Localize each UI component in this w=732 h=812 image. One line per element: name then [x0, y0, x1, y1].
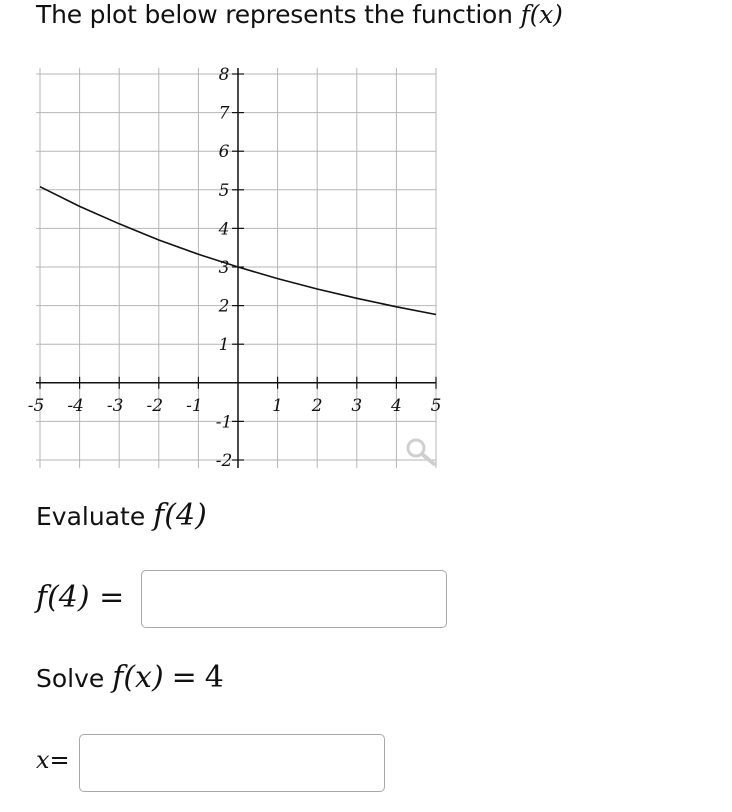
- question-intro-text: The plot below represents the function: [36, 0, 513, 29]
- x-tick-label: 5: [430, 395, 442, 416]
- graph-tick-labels: [28, 65, 442, 471]
- part2-answer-label: [36, 746, 70, 774]
- x-tick-label: -5: [27, 395, 45, 416]
- part2-label-equals: =: [49, 746, 70, 774]
- y-tick-label: 5: [218, 180, 230, 201]
- graph-grid: [36, 68, 436, 468]
- part1-prompt: [36, 498, 207, 533]
- x-tick-label: 3: [351, 395, 363, 416]
- x-tick-label: 1: [272, 395, 284, 416]
- part1-answer-input[interactable]: [141, 570, 447, 628]
- part2-prompt-rhs: 4: [204, 660, 224, 695]
- y-tick-label: 4: [218, 219, 230, 240]
- part2-prompt-equals: =: [171, 660, 197, 695]
- part1-label-math: f(4): [36, 580, 90, 615]
- part1-prompt-text: Evaluate: [36, 502, 146, 531]
- y-tick-label: 6: [218, 142, 230, 163]
- x-tick-label: -3: [106, 395, 124, 416]
- part2-prompt: [36, 660, 224, 695]
- part1-label-equals: =: [99, 580, 125, 615]
- y-tick-label: 7: [218, 103, 230, 124]
- x-tick-label: -1: [186, 395, 203, 416]
- part1-prompt-math: f(4): [153, 498, 207, 533]
- y-tick-label: 8: [218, 65, 230, 85]
- y-tick-label: -1: [215, 412, 233, 433]
- y-tick-label: 2: [218, 296, 230, 317]
- x-tick-label: -2: [146, 395, 164, 416]
- graph-axes: [36, 68, 436, 468]
- part2-prompt-math: f(x): [112, 660, 164, 695]
- question-intro-math: f(x): [520, 0, 563, 29]
- part2-answer-input[interactable]: [79, 734, 385, 792]
- part2-label-math: x: [36, 746, 50, 774]
- y-tick-label: 3: [218, 258, 230, 278]
- part1-answer-label: [36, 580, 124, 615]
- x-tick-label: 2: [311, 395, 323, 416]
- x-tick-label: -4: [67, 395, 84, 416]
- x-tick-label: 4: [390, 395, 402, 416]
- y-tick-label: 1: [218, 335, 230, 356]
- part2-prompt-text: Solve: [36, 664, 105, 693]
- y-tick-label: -2: [215, 451, 233, 471]
